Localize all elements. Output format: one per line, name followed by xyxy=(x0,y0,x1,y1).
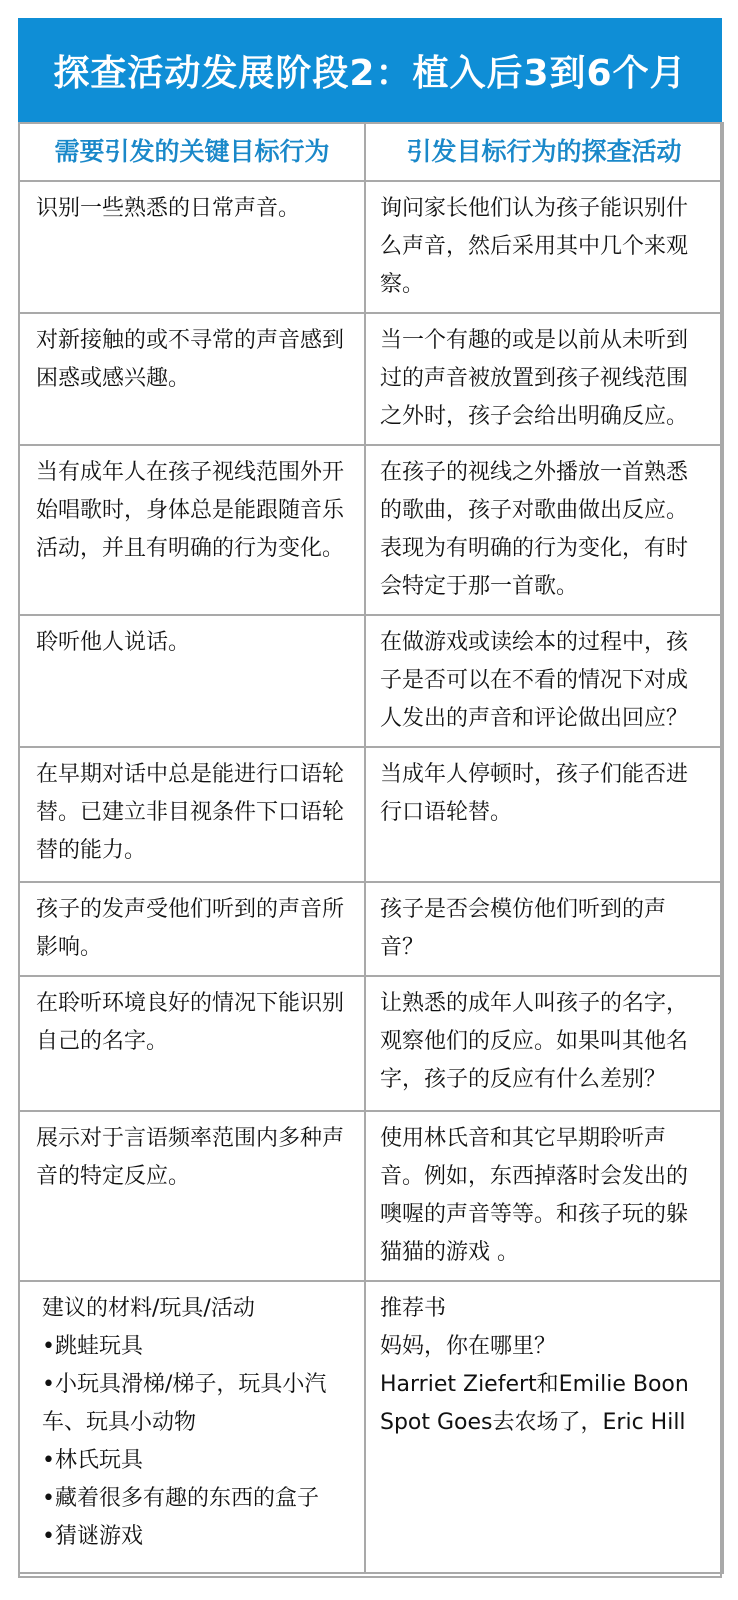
activity-cell: 孩子是否会模仿他们听到的声音？ xyxy=(365,882,723,976)
activity-cell: 在做游戏或读绘本的过程中，孩子是否可以在不看的情况下对成人发出的声音和评论做出回应？ xyxy=(365,615,723,747)
table-header-row xyxy=(19,123,723,181)
behavior-cell: 对新接触的或不寻常的声音感到困惑或感兴趣。 xyxy=(19,313,365,445)
activity-table xyxy=(18,122,724,1574)
table-row xyxy=(19,445,723,615)
activity-cell: 在孩子的视线之外播放一首熟悉的歌曲，孩子对歌曲做出反应。表现为有明确的行为变化，有时会特定于那一首歌。 xyxy=(365,445,723,615)
materials-item: •跳蛙玩具 xyxy=(42,1334,143,1359)
materials-cell xyxy=(19,1281,365,1573)
activity-cell: 使用林氏音和其它早期聆听声音。例如，东西掉落时会发出的噢喔的声音等等。和孩子玩的躲猫猫的游戏 。 xyxy=(365,1111,723,1281)
table-row xyxy=(19,615,723,747)
table-row xyxy=(19,181,723,313)
column-header-activity: 引发目标行为的探查活动 xyxy=(365,123,723,181)
column-header-behavior: 需要引发的关键目标行为 xyxy=(19,123,365,181)
table-row xyxy=(19,747,723,882)
materials-item: •猜谜游戏 xyxy=(42,1524,143,1549)
activity-cell: 让熟悉的成年人叫孩子的名字，观察他们的反应。如果叫其他名字，孩子的反应有什么差别？ xyxy=(365,976,723,1111)
materials-item: •藏着很多有趣的东西的盒子 xyxy=(42,1486,319,1511)
behavior-cell: 展示对于言语频率范围内多种声音的特定反应。 xyxy=(19,1111,365,1281)
behavior-cell: 孩子的发声受他们听到的声音所影响。 xyxy=(19,882,365,976)
page-title: 探查活动发展阶段2：植入后3到6个月 xyxy=(18,18,722,122)
activity-cell: 询问家长他们认为孩子能识别什么声音，然后采用其中几个来观察。 xyxy=(365,181,723,313)
table-row xyxy=(19,313,723,445)
books-heading: 推荐书 xyxy=(380,1296,447,1321)
table-row-resources xyxy=(19,1281,723,1573)
table-row xyxy=(19,882,723,976)
materials-heading: 建议的材料/玩具/活动 xyxy=(42,1296,255,1321)
book-item: Spot Goes去农场了，Eric Hill xyxy=(380,1410,686,1435)
table-row xyxy=(19,1111,723,1281)
behavior-cell: 识别一些熟悉的日常声音。 xyxy=(19,181,365,313)
book-item: 妈妈，你在哪里？ xyxy=(380,1334,557,1359)
behavior-cell: 在聆听环境良好的情况下能识别自己的名字。 xyxy=(19,976,365,1111)
behavior-cell: 在早期对话中总是能进行口语轮替。已建立非目视条件下口语轮替的能力。 xyxy=(19,747,365,882)
activity-cell: 当成年人停顿时，孩子们能否进行口语轮替。 xyxy=(365,747,723,882)
table-row xyxy=(19,976,723,1111)
materials-item: •林氏玩具 xyxy=(42,1448,143,1473)
behavior-cell: 当有成年人在孩子视线范围外开始唱歌时，身体总是能跟随音乐活动，并且有明确的行为变化。 xyxy=(19,445,365,615)
materials-item: •小玩具滑梯/梯子，玩具小汽车、玩具小动物 xyxy=(42,1372,327,1435)
books-cell xyxy=(365,1281,723,1573)
behavior-cell: 聆听他人说话。 xyxy=(19,615,365,747)
activity-cell: 当一个有趣的或是以前从未听到过的声音被放置到孩子视线范围之外时，孩子会给出明确反应。 xyxy=(365,313,723,445)
book-item: Harriet Ziefert和Emilie Boon xyxy=(380,1372,689,1397)
